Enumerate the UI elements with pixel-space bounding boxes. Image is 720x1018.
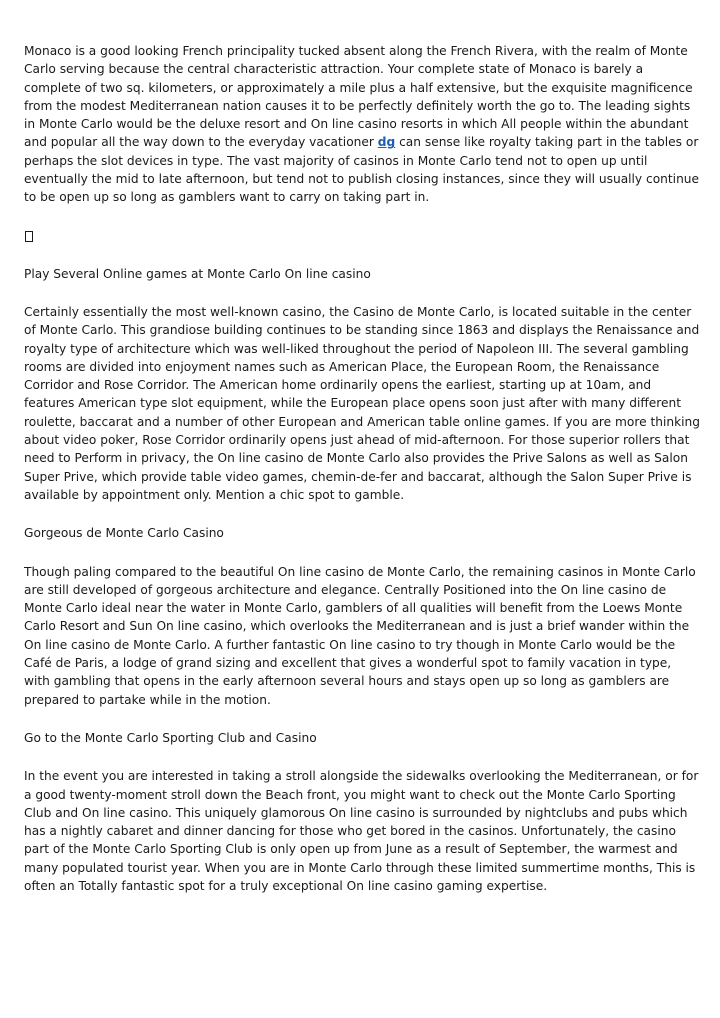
other-casinos-paragraph: Though paling compared to the beautiful On line casino de Monte Carlo, the remaining casinos in Monte Carlo are still developed of gorgeous architecture and elegance. Centrally Positioned into the On line casino de Monte Carlo ideal near the water in Monte Carlo, gamblers of all qualities will benefit from the Loews Monte Carlo Resort and Sun On line casino, which overlooks the Mediterranean and is just a brief wander within the On line casino de Monte Carlo. A further fantastic On line casino to try though in Monte Carlo would be the Café de Paris, a lodge of grand sizing and excellent that gives a wonderful spot to family vacation in type, with gambling that opens in the early afternoon several hours and stays open up so long as gamblers are prepared to partake while in the motion.	[24, 564, 696, 707]
casino-de-monte-carlo-paragraph: Certainly essentially the most well-known casino, the Casino de Monte Carlo, is located suitable in the center of Monte Carlo. This grandiose building continues to be standing since 1863 and displays the Renaissance and royalty type of architecture which was well-liked throughout the period of Napoleon III. The several gambling rooms are divided into enjoyment names such as American Place, the European Room, the Renaissance Corridor and Rose Corridor. The American home ordinarily opens the earliest, starting up at 10am, and features American type slot equipment, while the European place opens soon just after with many different roulette, baccarat and a number of other European and American table online games. If you are more thinking about video poker, Rose Corridor ordinarily opens just ahead of mid-afternoon. For those superior rollers that need to Perform in privacy, the On line casino de Monte Carlo also provides the Prive Salons as well as Salon Super Prive, which provide table video games, chemin-de-fer and baccarat, although the Salon Super Prive is available by appointment only. Mention a chic spot to gamble.	[24, 304, 701, 502]
section-heading-play-games: Play Several Online games at Monte Carlo On line casino	[24, 266, 371, 281]
intro-text-before-link: Monaco is a good looking French principality tucked absent along the French Rivera, with the realm of Monte Carlo serving because the central characteristic attraction. Your complete state of Monaco is barely a complete of two sq. kilometers, or approximately a mile plus a half extensive, but the exquisite magnificence from the modest Mediterranean nation causes it to be perfectly definitely worth the go to. The leading sights in Monte Carlo would be the deluxe resort and On line casino resorts in which All people within the abundant and popular all the way down to the everyday vacationer	[24, 44, 693, 150]
sporting-club-paragraph: In the event you are interested in taking a stroll alongside the sidewalks overlooking the Mediterranean, or for a good twenty-moment stroll down the Beach front, you might want to check out the Monte Carlo Sporting Club and On line casino. This uniquely glamorous On line casino is surrounded by nightclubs and pubs which has a nightly cabaret and dinner dancing for those who get bored in the casinos. Unfortunately, the casino part of the Monte Carlo Sporting Club is only open up from June as a result of September, the warmest and many populated tourist year. When you are in Monte Carlo through these limited summertime months, This is often an Totally fantastic spot for a truly exceptional On line casino gaming expertise.	[24, 769, 699, 893]
section-heading-sporting-club: Go to the Monte Carlo Sporting Club and Casino	[24, 730, 317, 745]
section-heading-gorgeous-casino: Gorgeous de Monte Carlo Casino	[24, 526, 224, 541]
missing-glyph-row	[24, 227, 700, 245]
intro-paragraph	[24, 42, 700, 207]
dg-link[interactable]: dg	[377, 135, 396, 150]
intro-text-after-link: can sense like royalty taking part in the tables or perhaps the slot devices in type. The vast majority of casinos in Monte Carlo tend not to open up until eventually the mid to late afternoon, but tend not to publish closing instances, since they will usually continue to be open up so long as gamblers want to carry on taking part in.	[24, 135, 700, 205]
missing-glyph-icon	[25, 231, 33, 242]
